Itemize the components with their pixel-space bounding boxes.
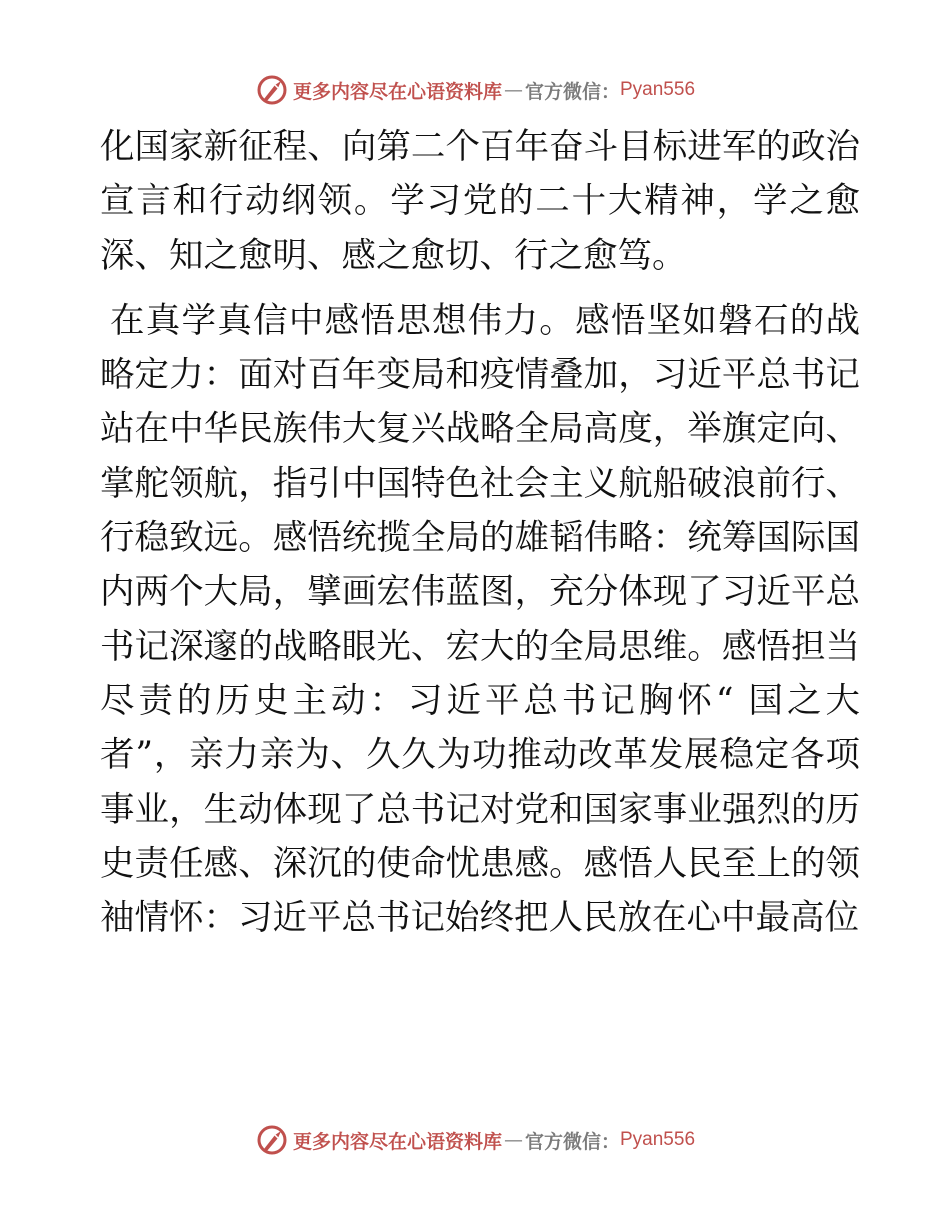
banner-wechat-id: Pyan556: [620, 1129, 696, 1150]
banner-promo-text: 更多内容尽在心语资料库: [292, 80, 502, 103]
banner-wechat-label: 官方微信：: [524, 80, 620, 103]
footer-banner: [0, 1120, 950, 1160]
body-paragraph-2: 在真学真信中感悟思想伟力。感悟坚如磐石的战略定力：面对百年变局和疫情叠加，习近平总书记站在中华民族伟大复兴战略全局高度，举旗定向、掌舵领航，指引中国特色社会主义航船破浪前行、行稳致远。感悟统揽全局的雄韬伟略：统筹国际国内两个大局，擘画宏伟蓝图，充分体现了习近平总书记深邃的战略眼光、宏大的全局思维。感悟担当尽责的历史主动：习近平总书记胸怀“ 国之大者”，亲力亲为、久久为功推动改革发展稳定各项事业，生动体现了总书记对党和国家事业强烈的历史责任感、深沉的使命忧患感。感悟人民至上的领袖情怀：习近平总书记始终把人民放在心中最高位: [100, 300, 860, 939]
quill-pen-circle-icon: [255, 1123, 289, 1157]
body-paragraph-1: 化国家新征程、向第二个百年奋斗目标进军的政治宣言和行动纲领。学习党的二十大精神，学之愈深、知之愈明、感之愈切、行之愈笃。: [100, 127, 860, 276]
banner-promo-text: 更多内容尽在心语资料库: [292, 1130, 502, 1153]
document-body: [100, 120, 860, 945]
quill-pen-circle-icon: [255, 73, 289, 107]
banner-separator: —: [503, 79, 523, 101]
banner-wechat-label: 官方微信：: [524, 1130, 620, 1153]
banner-wechat-id: Pyan556: [620, 79, 696, 100]
banner-separator: —: [503, 1129, 523, 1151]
header-banner: [0, 70, 950, 110]
